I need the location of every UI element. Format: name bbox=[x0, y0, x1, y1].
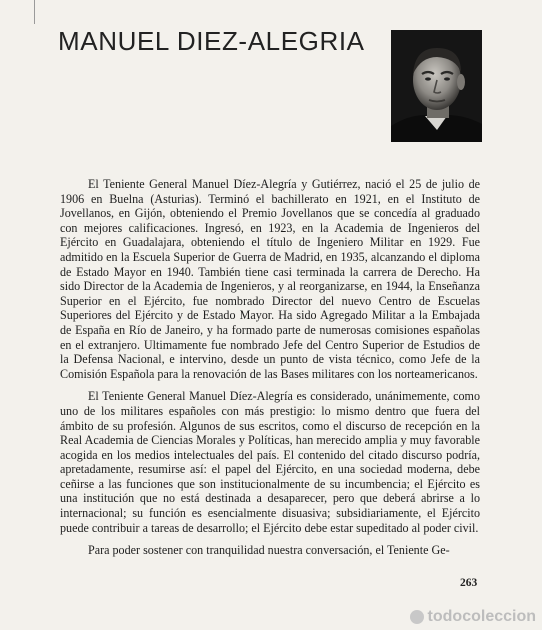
article-body bbox=[60, 177, 480, 558]
page-number: 263 bbox=[460, 577, 478, 589]
portrait-photo bbox=[391, 30, 482, 142]
body-paragraph: El Teniente General Manuel Díez-Alegría y Gutiérrez, nació el 25 de julio de 1906 en Buelna (Asturias). Terminó el bachillerato en 1921, en el Instituto de Jovellanos, en Gijón, obteniendo el Premio Jovellanos que se concedía al graduado con mejores calificaciones. Ingresó, en 1923, en la Academia de Ingenieros del Ejército en Guadalajara, obteniendo el título de Ingeniero Militar en 1929. Fue admitido en la Escuela Superior de Guerra de Madrid, en 1935, alcanzando el diploma de Estado Mayor en 1940. También tiene casi terminada la carrera de Derecho. Ha sido Director de la Academia de Ingenieros, y al reorganizarse, en 1944, la Enseñanza Superior en el Ejército, fue nombrado Director del nuevo Centro de Escuelas Superiores del Ejército y de Estado Mayor. Ha sido Agregado Militar a la Embajada de España en Río de Janeiro, y ha formado parte de numerosas comisiones españolas en el extranjero. Ultimamente fue nombrado Jefe del Centro Superior de Estudios de la Defensa Nacional, e intervino, desde un punto de vista técnico, como Jefe de la Comisión Española para la renovación de las Bases militares con los norteamericanos. bbox=[60, 177, 480, 381]
margin-rule bbox=[34, 0, 35, 24]
body-paragraph: Para poder sostener con tranquilidad nuestra conversación, el Teniente Ge- bbox=[88, 543, 450, 558]
body-paragraph: El Teniente General Manuel Díez-Alegría es considerado, unánimemente, como uno de los militares españoles con más prestigio: lo mismo dentro que fuera del ámbito de su profesión. Algunos de sus escritos, como el discurso de recepción en la Real Academia de Ciencias Morales y Políticas, han merecido amplia y muy favorable acogida en los medios intelectuales del país. El contenido del citado discurso podría, apretadamente, resumirse así: el papel del Ejército, en una sociedad moderna, debe ceñirse a las funciones que son institucionalmente de su incumbencia; el Ejército es una institución que no está destinada a desaparecer, pero que deberá abrirse a lo internacional; su función es esencialmente disuasiva; subsidiariamente, el Ejército puede contribuir a tareas de desarrollo; el Ejército debe estar supeditado al poder civil. bbox=[60, 389, 480, 535]
watermark-text: todocoleccion bbox=[427, 608, 536, 625]
watermark bbox=[410, 608, 536, 626]
article-title: MANUEL DIEZ-ALEGRIA bbox=[58, 26, 365, 56]
todocoleccion-logo-icon bbox=[410, 610, 424, 624]
